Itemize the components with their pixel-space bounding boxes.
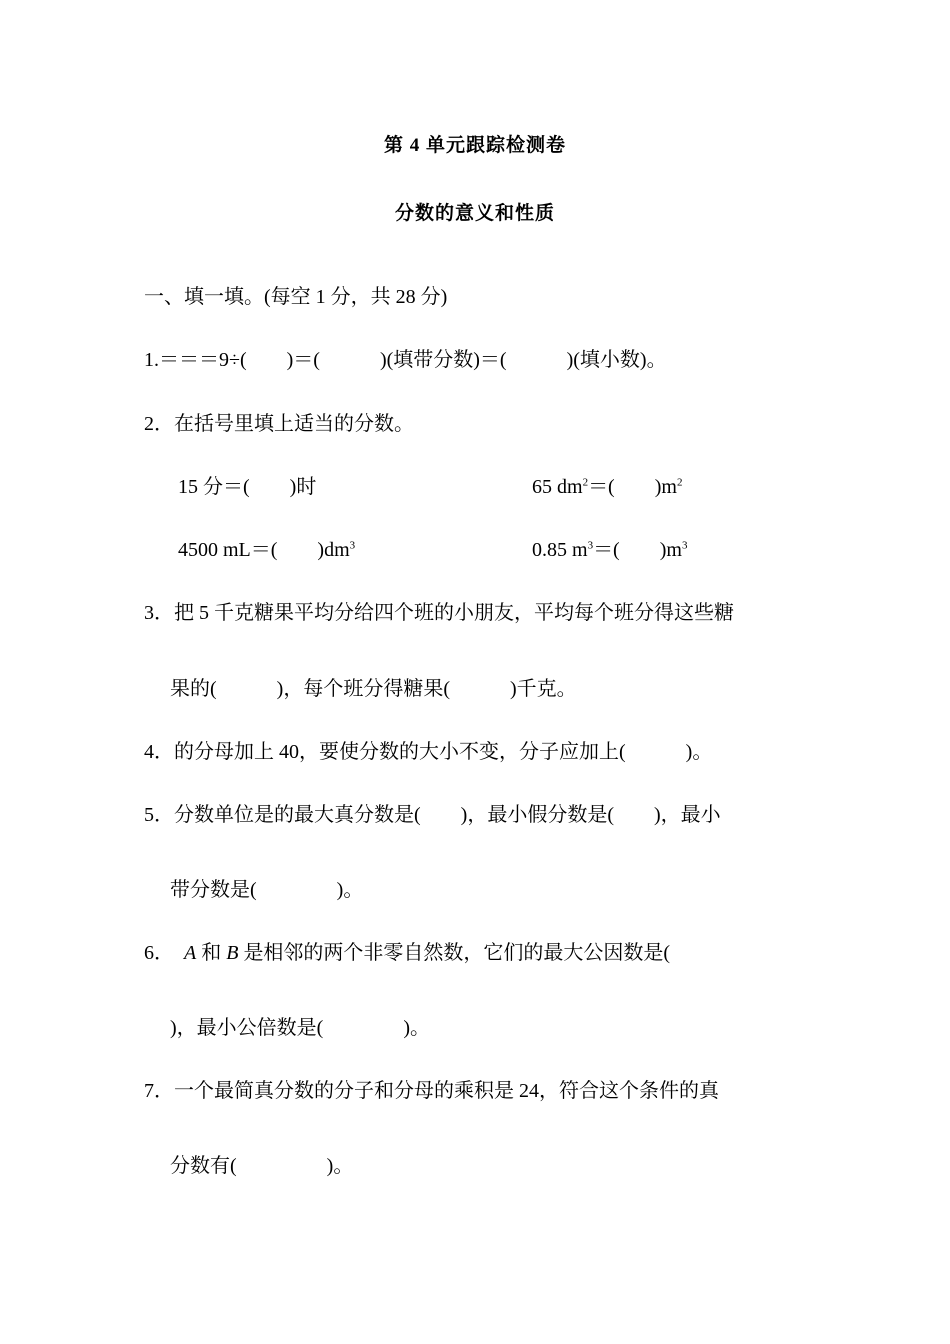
question-6-line-1: 6． A 和 B 是相邻的两个非零自然数，它们的最大公因数是( — [144, 942, 671, 964]
q2-item-c: 4500 mL＝( )$dm^3$ — [178, 539, 356, 561]
question-7-line-1: 7．一个最简真分数的分子和分母的乘积是 24，符合这个条件的真 — [144, 1080, 719, 1102]
q2-item-a: 15 分＝( )时 — [178, 476, 317, 498]
question-4: 4．的分母加上 40，要使分数的大小不变，分子应加上( )。 — [144, 741, 713, 763]
question-7-line-2: 分数有( )。 — [170, 1155, 354, 1177]
question-1: 1.＝＝＝9÷( )＝( )(填带分数)＝( )(填小数)。 — [144, 349, 667, 371]
page-title: 第 4 单元跟踪检测卷 — [383, 135, 566, 156]
page-subtitle: 分数的意义和性质 — [394, 203, 555, 224]
question-5-line-1: 5．分数单位是的最大真分数是( )，最小假分数是( )，最小 — [144, 804, 721, 826]
question-3-line-1: 3．把 5 千克糖果平均分给四个班的小朋友，平均每个班分得这些糖 — [144, 602, 734, 624]
q2-item-b: 65 $dm^2=$( )$m^2$ — [532, 476, 683, 498]
question-6-line-2: )，最小公倍数是( )。 — [170, 1017, 430, 1039]
q2-item-d: 0.85 $m^3=$( )$m^3$ — [532, 539, 688, 561]
question-3-line-2: 果的( )，每个班分得糖果( )千克。 — [170, 678, 577, 700]
section-heading: 一、填一填。(每空 1 分，共 28 分) — [144, 286, 448, 308]
question-2: 2．在括号里填上适当的分数。 — [144, 413, 414, 435]
question-5-line-2: 带分数是( )。 — [170, 879, 364, 901]
